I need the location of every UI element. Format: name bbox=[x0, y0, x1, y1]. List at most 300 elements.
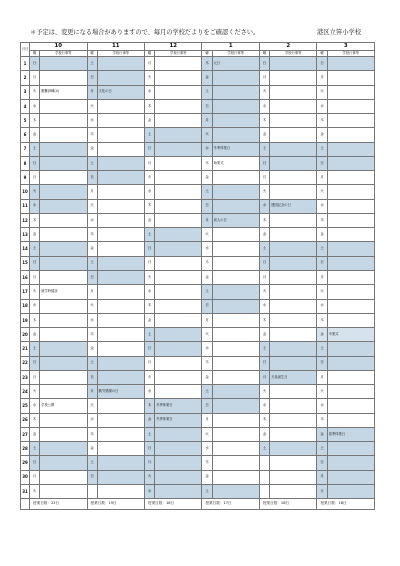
event-cell bbox=[155, 470, 202, 484]
events-col-label: 学校行事等 bbox=[212, 51, 259, 57]
weekday-cell: 金 bbox=[144, 114, 154, 128]
event-cell bbox=[212, 199, 259, 213]
event-cell bbox=[212, 270, 259, 284]
event-cell bbox=[155, 256, 202, 270]
day-number: 22 bbox=[21, 356, 30, 370]
weekday-cell: 火 bbox=[317, 285, 327, 299]
weekday-cell: 日 bbox=[30, 256, 40, 270]
day-row bbox=[21, 256, 375, 270]
weekday-cell: 月 bbox=[259, 171, 269, 185]
day-number: 10 bbox=[21, 185, 30, 199]
day-number: 2 bbox=[21, 71, 30, 85]
event-cell bbox=[40, 228, 87, 242]
event-cell bbox=[270, 128, 317, 142]
weekday-cell: 木 bbox=[259, 413, 269, 427]
weekday-cell: 日 bbox=[317, 57, 327, 71]
weekday-cell: 土 bbox=[87, 356, 97, 370]
weekday-cell: 土 bbox=[202, 385, 212, 399]
weekday-cell: 日 bbox=[317, 456, 327, 470]
weekday-cell: 日 bbox=[317, 256, 327, 270]
weekday-cell: 土 bbox=[87, 256, 97, 270]
weekday-col-label: 曜 bbox=[202, 51, 212, 57]
weekday-cell: 金 bbox=[144, 313, 154, 327]
weekday-cell: 月 bbox=[30, 470, 40, 484]
event-cell bbox=[97, 242, 144, 256]
weekday-cell: 日 bbox=[30, 57, 40, 71]
event-cell bbox=[155, 171, 202, 185]
weekday-cell: 金 bbox=[87, 142, 97, 156]
weekday-cell: 月 bbox=[87, 385, 97, 399]
event-cell: 始業式 bbox=[212, 156, 259, 170]
weekday-cell: 火 bbox=[87, 299, 97, 313]
event-cell bbox=[212, 299, 259, 313]
weekday-cell: 火 bbox=[144, 270, 154, 284]
day-row bbox=[21, 171, 375, 185]
event-cell bbox=[327, 370, 374, 384]
day-row bbox=[21, 385, 375, 399]
weekday-cell: 金 bbox=[202, 71, 212, 85]
event-cell bbox=[97, 313, 144, 327]
event-cell bbox=[212, 313, 259, 327]
school-days-total: 授業日数：17日 bbox=[202, 499, 259, 510]
weekday-cell: 日 bbox=[202, 299, 212, 313]
event-cell: 天皇誕生日 bbox=[270, 370, 317, 384]
weekday-cell: 水 bbox=[317, 199, 327, 213]
event-cell bbox=[327, 442, 374, 456]
weekday-cell: 土 bbox=[317, 142, 327, 156]
weekday-cell: 火 bbox=[317, 484, 327, 498]
weekday-cell: 土 bbox=[259, 142, 269, 156]
weekday-cell: 日 bbox=[87, 71, 97, 85]
event-cell bbox=[40, 142, 87, 156]
event-cell bbox=[270, 156, 317, 170]
weekday-cell: 金 bbox=[202, 370, 212, 384]
day-number: 12 bbox=[21, 213, 30, 227]
weekday-cell: 日 bbox=[202, 99, 212, 113]
event-cell bbox=[97, 299, 144, 313]
weekday-cell: 土 bbox=[202, 185, 212, 199]
weekday-cell: 水 bbox=[87, 313, 97, 327]
day-row bbox=[21, 242, 375, 256]
day-number: 17 bbox=[21, 285, 30, 299]
events-col-label: 学校行事等 bbox=[155, 51, 202, 57]
day-row bbox=[21, 57, 375, 71]
event-cell: 春季休業日 bbox=[327, 427, 374, 441]
weekday-cell: 水 bbox=[202, 242, 212, 256]
day-row bbox=[21, 199, 375, 213]
weekday-cell: 木 bbox=[144, 399, 154, 413]
event-cell bbox=[97, 185, 144, 199]
weekday-cell: 日 bbox=[87, 171, 97, 185]
weekday-cell: 土 bbox=[259, 342, 269, 356]
event-cell bbox=[40, 99, 87, 113]
month-header: 11 bbox=[87, 43, 144, 51]
event-cell bbox=[327, 185, 374, 199]
day-row bbox=[21, 399, 375, 413]
weekday-cell: 金 bbox=[317, 427, 327, 441]
event-cell bbox=[327, 128, 374, 142]
day-number: 5 bbox=[21, 114, 30, 128]
event-cell bbox=[40, 299, 87, 313]
weekday-cell: 木 bbox=[144, 299, 154, 313]
event-cell bbox=[212, 370, 259, 384]
day-number: 24 bbox=[21, 385, 30, 399]
event-cell bbox=[40, 328, 87, 342]
weekday-cell: 日 bbox=[202, 199, 212, 213]
weekday-cell: 水 bbox=[144, 385, 154, 399]
month-header: 3 bbox=[317, 43, 375, 51]
event-cell: 学校公開 bbox=[40, 399, 87, 413]
event-cell bbox=[327, 356, 374, 370]
weekday-cell: 火 bbox=[144, 470, 154, 484]
event-cell bbox=[327, 242, 374, 256]
event-cell bbox=[327, 213, 374, 227]
weekday-col-label: 曜 bbox=[259, 51, 269, 57]
day-row bbox=[21, 342, 375, 356]
day-row bbox=[21, 128, 375, 142]
weekday-cell: 土 bbox=[317, 242, 327, 256]
event-cell bbox=[155, 199, 202, 213]
event-cell bbox=[155, 213, 202, 227]
event-cell: 成人の日 bbox=[212, 213, 259, 227]
event-cell: 冬季休業日 bbox=[155, 399, 202, 413]
weekday-cell: 土 bbox=[259, 442, 269, 456]
weekday-cell: 水 bbox=[202, 442, 212, 456]
weekday-cell: 月 bbox=[259, 370, 269, 384]
event-cell bbox=[270, 228, 317, 242]
weekday-cell: 木 bbox=[202, 456, 212, 470]
event-cell bbox=[97, 156, 144, 170]
weekday-cell: 金 bbox=[87, 442, 97, 456]
weekday-cell: 日 bbox=[144, 142, 154, 156]
weekday-cell: 火 bbox=[30, 285, 40, 299]
event-cell: 冬季休業日 bbox=[212, 142, 259, 156]
weekday-cell: 土 bbox=[317, 442, 327, 456]
month-header-row bbox=[21, 43, 375, 51]
event-cell bbox=[327, 270, 374, 284]
day-number: 4 bbox=[21, 99, 30, 113]
event-cell bbox=[270, 171, 317, 185]
day-row bbox=[21, 99, 375, 113]
weekday-cell: 金 bbox=[259, 128, 269, 142]
event-cell bbox=[327, 199, 374, 213]
event-cell bbox=[155, 356, 202, 370]
event-cell bbox=[327, 342, 374, 356]
event-cell bbox=[270, 114, 317, 128]
day-row bbox=[21, 156, 375, 170]
event-cell bbox=[97, 413, 144, 427]
day-row bbox=[21, 299, 375, 313]
weekday-cell: 水 bbox=[259, 199, 269, 213]
calendar-table bbox=[20, 42, 375, 510]
weekday-cell: 月 bbox=[317, 71, 327, 85]
weekday-cell: 月 bbox=[144, 256, 154, 270]
event-cell: 建国記念の日 bbox=[270, 199, 317, 213]
weekday-cell: 火 bbox=[144, 370, 154, 384]
weekday-cell: 火 bbox=[259, 85, 269, 99]
weekday-cell: 月 bbox=[30, 71, 40, 85]
events-col-label: 学校行事等 bbox=[327, 51, 374, 57]
school-days-total: 授業日数：22日 bbox=[30, 499, 87, 510]
event-cell bbox=[327, 399, 374, 413]
weekday-cell: 金 bbox=[30, 427, 40, 441]
corner-label: 月日 bbox=[21, 43, 30, 57]
weekday-cell: 月 bbox=[259, 270, 269, 284]
weekday-cell: 月 bbox=[317, 370, 327, 384]
weekday-cell: 日 bbox=[317, 356, 327, 370]
weekday-cell: 金 bbox=[202, 171, 212, 185]
event-cell bbox=[270, 356, 317, 370]
event-cell bbox=[270, 57, 317, 71]
weekday-cell: 月 bbox=[202, 114, 212, 128]
event-cell bbox=[327, 142, 374, 156]
event-cell bbox=[40, 427, 87, 441]
events-col-label: 学校行事等 bbox=[40, 51, 87, 57]
weekday-cell: 日 bbox=[144, 442, 154, 456]
day-row bbox=[21, 470, 375, 484]
weekday-cell: 金 bbox=[317, 328, 327, 342]
event-cell bbox=[97, 427, 144, 441]
event-cell bbox=[212, 328, 259, 342]
event-cell bbox=[327, 313, 374, 327]
weekday-cell: 木 bbox=[317, 313, 327, 327]
event-cell bbox=[155, 342, 202, 356]
event-cell bbox=[155, 99, 202, 113]
event-cell bbox=[155, 427, 202, 441]
event-cell bbox=[212, 85, 259, 99]
event-cell bbox=[270, 185, 317, 199]
event-cell bbox=[327, 285, 374, 299]
weekday-cell: 水 bbox=[30, 299, 40, 313]
day-number: 29 bbox=[21, 456, 30, 470]
event-cell bbox=[212, 356, 259, 370]
event-cell bbox=[270, 413, 317, 427]
weekday-cell: 金 bbox=[30, 328, 40, 342]
weekday-cell: 日 bbox=[87, 270, 97, 284]
day-number: 23 bbox=[21, 370, 30, 384]
event-cell bbox=[270, 399, 317, 413]
event-cell bbox=[155, 71, 202, 85]
weekday-cell: 月 bbox=[144, 156, 154, 170]
event-cell bbox=[270, 385, 317, 399]
weekday-cell: 火 bbox=[202, 427, 212, 441]
weekday-cell: 土 bbox=[30, 242, 40, 256]
day-row bbox=[21, 213, 375, 227]
weekday-cell: 水 bbox=[30, 99, 40, 113]
weekday-cell: 土 bbox=[144, 427, 154, 441]
school-name: 港区立笄小学校 bbox=[317, 29, 362, 36]
event-cell bbox=[155, 85, 202, 99]
month-header: 10 bbox=[30, 43, 87, 51]
event-cell bbox=[327, 57, 374, 71]
day-number: 8 bbox=[21, 156, 30, 170]
event-cell bbox=[40, 71, 87, 85]
weekday-cell: 木 bbox=[202, 57, 212, 71]
weekday-cell: 水 bbox=[144, 484, 154, 498]
event-cell bbox=[155, 299, 202, 313]
event-cell bbox=[97, 399, 144, 413]
weekday-cell: 火 bbox=[259, 385, 269, 399]
event-cell bbox=[327, 71, 374, 85]
event-cell bbox=[270, 85, 317, 99]
day-row bbox=[21, 313, 375, 327]
event-cell bbox=[97, 356, 144, 370]
event-cell: 勤労感謝の日 bbox=[97, 385, 144, 399]
event-cell bbox=[270, 456, 317, 470]
weekday-cell: 日 bbox=[259, 356, 269, 370]
weekday-cell: 金 bbox=[144, 213, 154, 227]
weekday-cell: 水 bbox=[30, 399, 40, 413]
weekday-cell: 火 bbox=[317, 385, 327, 399]
weekday-cell: 木 bbox=[30, 413, 40, 427]
event-cell bbox=[40, 185, 87, 199]
event-cell bbox=[270, 313, 317, 327]
day-number: 15 bbox=[21, 256, 30, 270]
weekday-cell: 土 bbox=[30, 342, 40, 356]
weekday-cell: 日 bbox=[144, 342, 154, 356]
weekday-cell: 火 bbox=[259, 185, 269, 199]
event-cell bbox=[40, 171, 87, 185]
event-cell bbox=[270, 328, 317, 342]
weekday-cell: 月 bbox=[30, 370, 40, 384]
event-cell bbox=[212, 242, 259, 256]
annual-calendar-grid bbox=[20, 42, 375, 510]
weekday-cell: 火 bbox=[87, 399, 97, 413]
event-cell bbox=[327, 99, 374, 113]
event-cell bbox=[97, 213, 144, 227]
event-cell bbox=[40, 270, 87, 284]
weekday-cell: 水 bbox=[202, 342, 212, 356]
weekday-cell: 日 bbox=[30, 356, 40, 370]
weekday-cell: 木 bbox=[87, 328, 97, 342]
event-cell bbox=[40, 413, 87, 427]
weekday-cell: 木 bbox=[30, 213, 40, 227]
weekday-cell: 木 bbox=[202, 256, 212, 270]
event-cell bbox=[97, 484, 144, 498]
event-cell bbox=[155, 313, 202, 327]
weekday-cell: 日 bbox=[30, 456, 40, 470]
weekday-cell: 水 bbox=[202, 142, 212, 156]
day-row bbox=[21, 142, 375, 156]
weekday-cell: 木 bbox=[144, 199, 154, 213]
weekday-cell: 土 bbox=[144, 228, 154, 242]
weekday-cell: 水 bbox=[317, 399, 327, 413]
day-number: 7 bbox=[21, 142, 30, 156]
weekday-cell: 土 bbox=[30, 442, 40, 456]
day-row bbox=[21, 270, 375, 284]
weekday-cell: 金 bbox=[144, 413, 154, 427]
event-cell bbox=[270, 285, 317, 299]
weekday-cell: 日 bbox=[317, 156, 327, 170]
weekday-col-label: 曜 bbox=[144, 51, 154, 57]
day-row bbox=[21, 228, 375, 242]
weekday-cell: 月 bbox=[87, 285, 97, 299]
event-cell bbox=[97, 199, 144, 213]
weekday-cell: 金 bbox=[259, 328, 269, 342]
event-cell bbox=[327, 114, 374, 128]
weekday-cell: 日 bbox=[30, 156, 40, 170]
event-cell bbox=[40, 57, 87, 71]
event-cell bbox=[97, 456, 144, 470]
day-number: 13 bbox=[21, 228, 30, 242]
weekday-cell: 月 bbox=[144, 356, 154, 370]
weekday-cell: 木 bbox=[87, 228, 97, 242]
event-cell: 元日 bbox=[212, 57, 259, 71]
event-cell bbox=[97, 442, 144, 456]
weekday-cell: 火 bbox=[202, 128, 212, 142]
event-cell bbox=[212, 456, 259, 470]
event-cell bbox=[155, 370, 202, 384]
event-cell bbox=[155, 185, 202, 199]
weekday-cell: 月 bbox=[317, 171, 327, 185]
day-number: 9 bbox=[21, 171, 30, 185]
month-header: 12 bbox=[144, 43, 201, 51]
footer-corner bbox=[21, 499, 30, 510]
day-number: 14 bbox=[21, 242, 30, 256]
event-cell bbox=[212, 399, 259, 413]
event-cell bbox=[327, 413, 374, 427]
weekday-cell: 日 bbox=[202, 399, 212, 413]
day-number: 28 bbox=[21, 442, 30, 456]
weekday-cell: 土 bbox=[317, 342, 327, 356]
event-cell bbox=[212, 128, 259, 142]
event-cell bbox=[327, 171, 374, 185]
weekday-cell: 水 bbox=[317, 299, 327, 313]
weekday-cell: 木 bbox=[30, 114, 40, 128]
weekday-cell bbox=[259, 470, 269, 484]
event-cell bbox=[40, 242, 87, 256]
event-cell bbox=[270, 256, 317, 270]
event-cell bbox=[270, 470, 317, 484]
event-cell bbox=[270, 427, 317, 441]
weekday-cell: 火 bbox=[202, 328, 212, 342]
weekday-cell: 月 bbox=[87, 185, 97, 199]
event-cell bbox=[270, 299, 317, 313]
weekday-cell: 金 bbox=[30, 128, 40, 142]
events-col-label: 学校行事等 bbox=[270, 51, 317, 57]
day-row bbox=[21, 328, 375, 342]
weekday-cell: 水 bbox=[317, 99, 327, 113]
weekday-cell: 月 bbox=[87, 85, 97, 99]
event-cell bbox=[327, 456, 374, 470]
event-cell bbox=[212, 71, 259, 85]
day-number: 27 bbox=[21, 427, 30, 441]
event-cell bbox=[212, 171, 259, 185]
event-cell bbox=[97, 342, 144, 356]
weekday-cell: 木 bbox=[87, 427, 97, 441]
weekday-cell: 火 bbox=[87, 99, 97, 113]
event-cell bbox=[155, 385, 202, 399]
weekday-cell: 日 bbox=[144, 242, 154, 256]
weekday-cell: 水 bbox=[87, 413, 97, 427]
event-cell bbox=[97, 128, 144, 142]
day-number: 26 bbox=[21, 413, 30, 427]
event-cell bbox=[40, 313, 87, 327]
month-header: 2 bbox=[259, 43, 316, 51]
event-cell bbox=[97, 114, 144, 128]
weekday-cell: 水 bbox=[144, 185, 154, 199]
event-cell bbox=[40, 470, 87, 484]
event-cell bbox=[327, 256, 374, 270]
weekday-cell: 火 bbox=[259, 285, 269, 299]
event-cell bbox=[155, 285, 202, 299]
weekday-cell: 月 bbox=[30, 270, 40, 284]
event-cell bbox=[212, 256, 259, 270]
weekday-cell: 日 bbox=[259, 156, 269, 170]
weekday-cell: 木 bbox=[202, 156, 212, 170]
weekday-cell: 火 bbox=[144, 71, 154, 85]
weekday-cell: 土 bbox=[30, 142, 40, 156]
